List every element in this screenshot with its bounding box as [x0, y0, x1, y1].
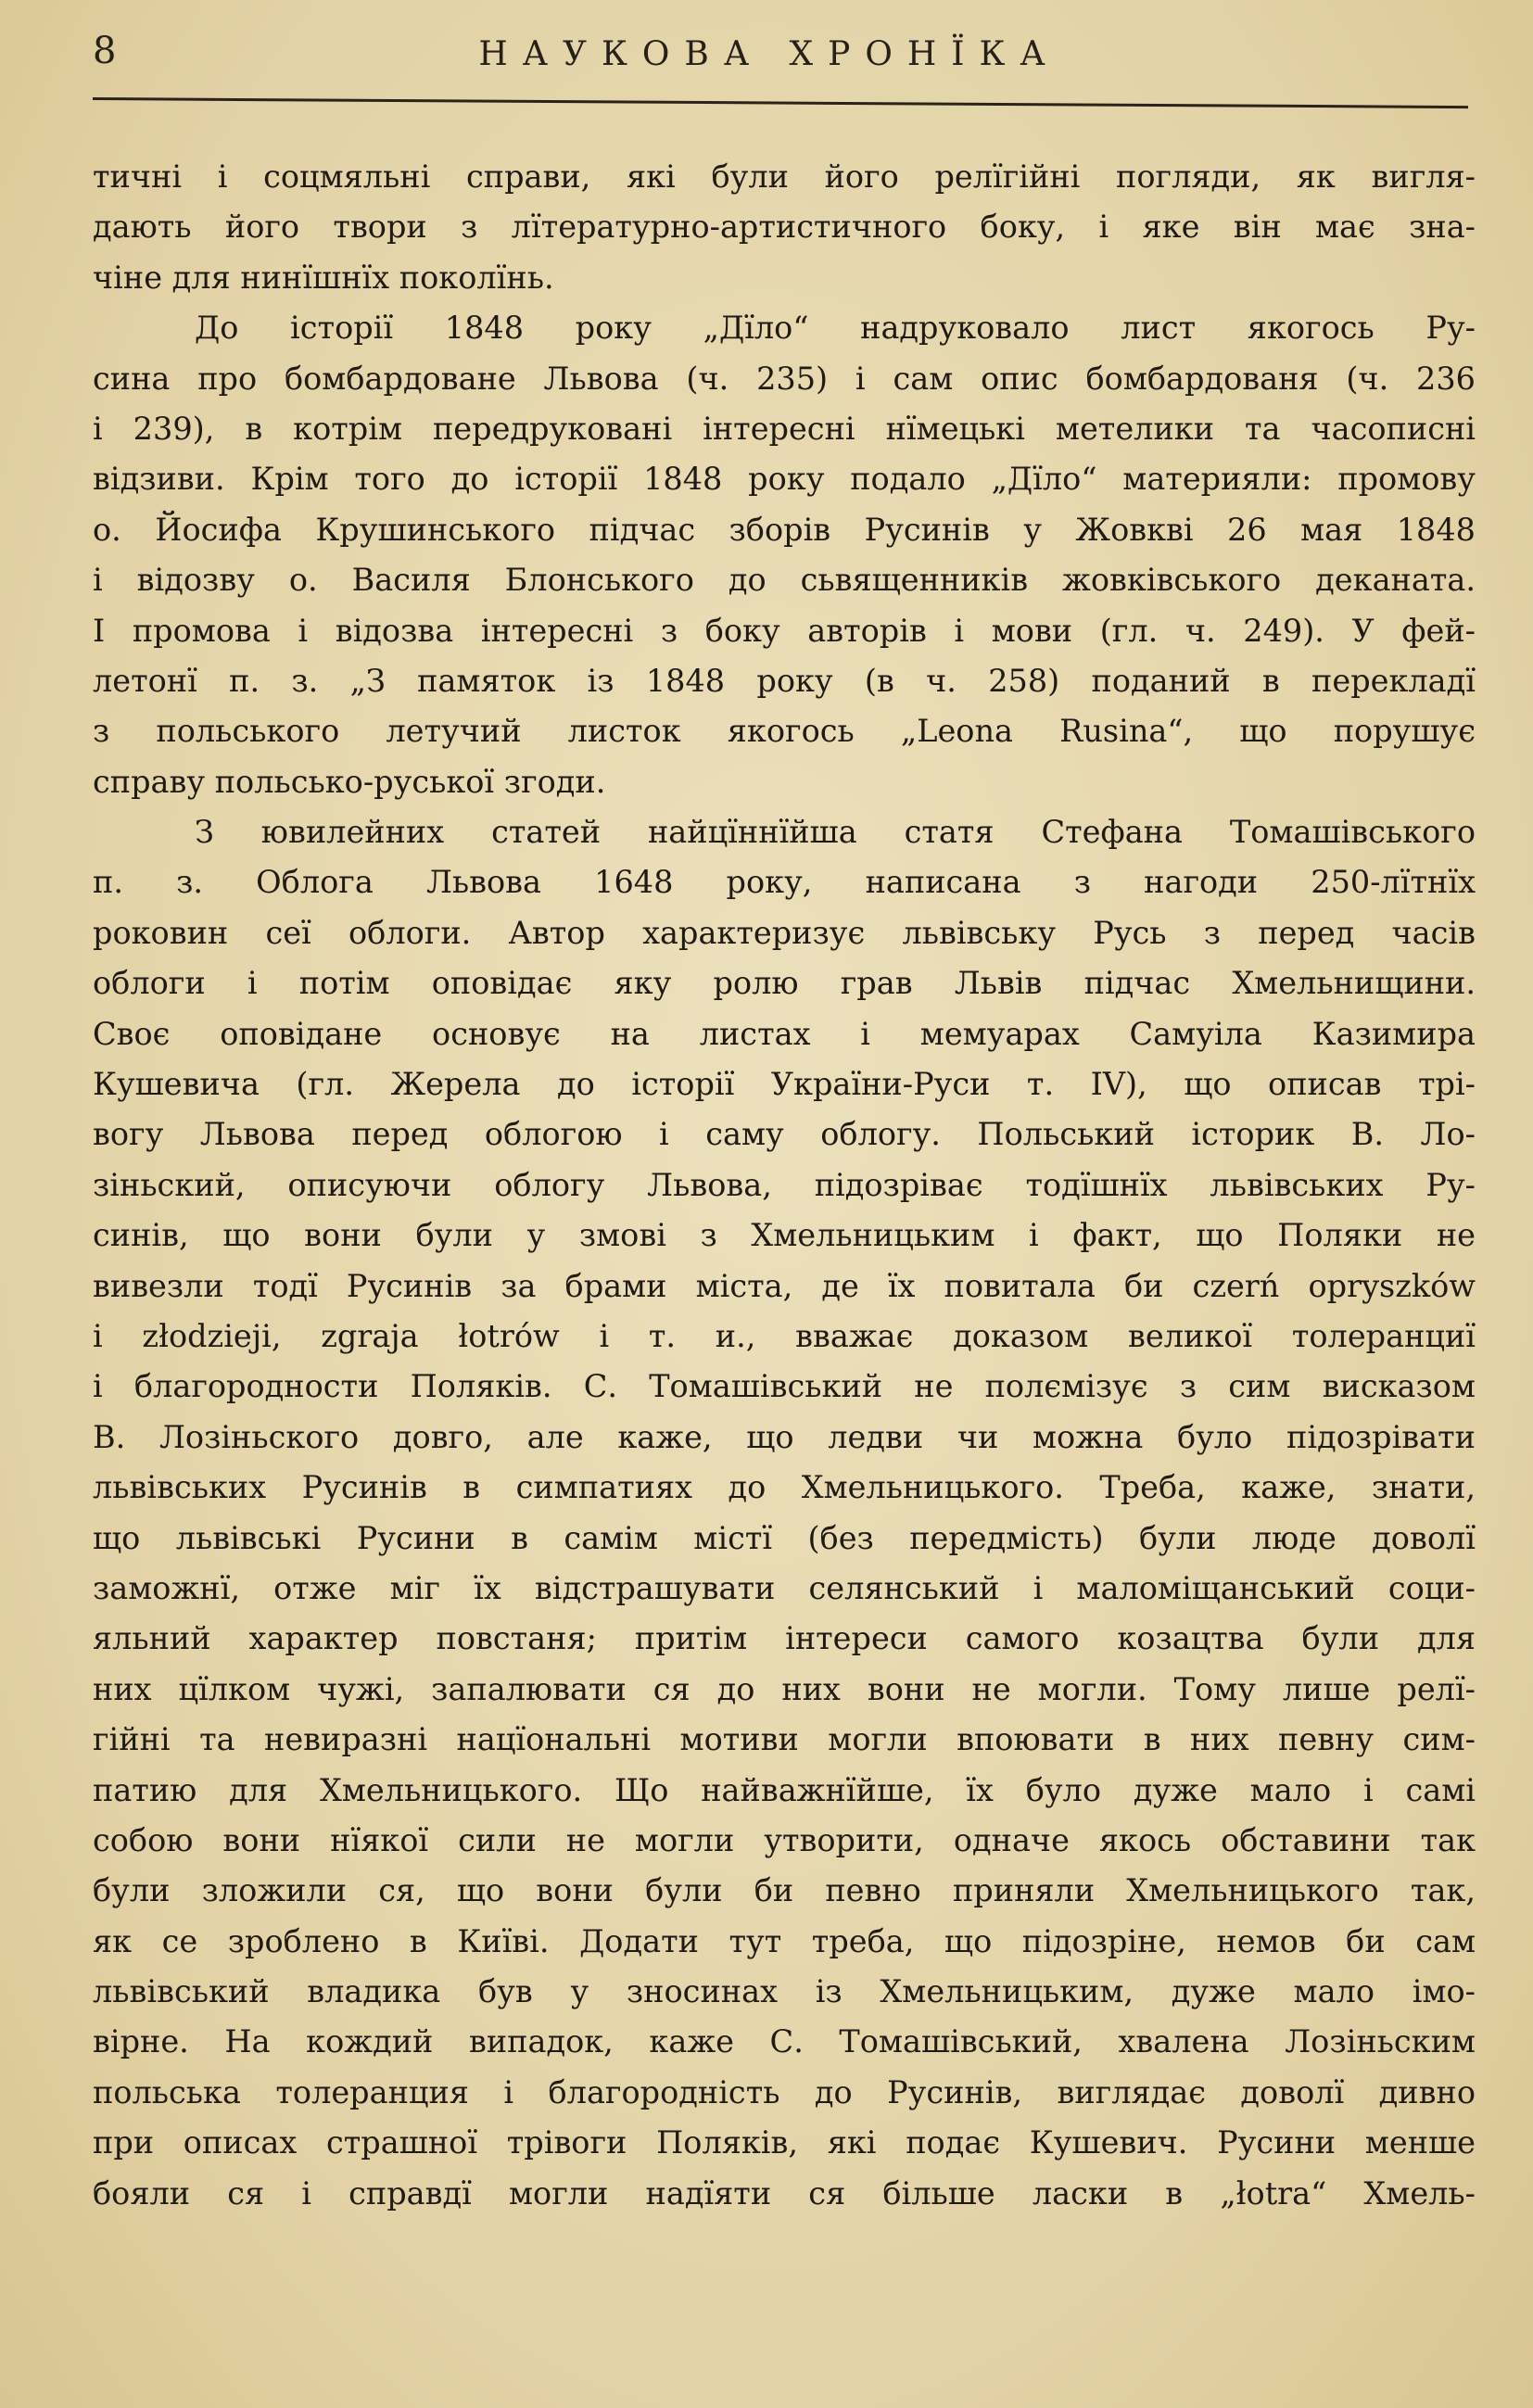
- text-line: і відозву о. Василя Блонського до сьвященників жовківського деканата.: [93, 562, 1476, 599]
- text-line: тичні і соцмяльні справи, які були його релїгійні погляди, як вигля-: [93, 158, 1476, 195]
- text-line: зіньский, описуючи облогу Львова, підозріває тодїшнїх львівських Ру-: [93, 1166, 1476, 1203]
- text-line: облоги і потім оповідає яку ролю грав Львів підчас Хмельнищини.: [93, 965, 1476, 1002]
- text-line: як се зроблено в Київі. Додати тут треба, що підозріне, немов би сам: [93, 1922, 1476, 1959]
- text-line: них цїлком чужі, запалювати ся до них вони не могли. Тому лише релї-: [93, 1670, 1476, 1707]
- text-line: заможнї, отже міг їх відстрашувати селянський і маломіщанський соци-: [93, 1569, 1476, 1606]
- text-line: були зложили ся, що вони були би певно приняли Хмельницького так,: [93, 1872, 1476, 1909]
- text-line: В. Лозіньского довго, але каже, що ледви чи можна було підозрівати: [93, 1418, 1476, 1455]
- text-line: вивезли тодї Русинів за брами міста, де їх повитала би czerń opryszków: [93, 1267, 1476, 1304]
- text-line: роковин сеї облоги. Автор характеризує львівську Русь з перед часів: [93, 914, 1476, 951]
- text-line: собою вони нїякої сили не могли утворити, одначе якось обставини так: [93, 1821, 1476, 1858]
- text-line: вірне. На кождий випадок, каже С. Томашівський, хвалена Лозіньским: [93, 2023, 1476, 2060]
- text-line: при описах страшної трівоги Поляків, які подає Кушевич. Русини менше: [93, 2124, 1476, 2161]
- text-line: з польського летучий листок якогось „Leona Rusina“, що порушує: [93, 713, 1476, 750]
- text-line: вогу Львова перед облогою і саму облогу. Польський історик В. Ло-: [93, 1116, 1476, 1153]
- text-line: яльний характер повстаня; притім інтереси самого козацтва були для: [93, 1620, 1476, 1657]
- text-line: польська толеранция і благородність до Русинів, виглядає доволї дивно: [93, 2073, 1476, 2110]
- text-line: летонї п. з. „З памяток із 1848 року (в ч. 258) поданий в перекладї: [93, 662, 1476, 699]
- page-header: [93, 26, 1446, 82]
- text-line: о. Йосифа Крушинського підчас зборів Русинів у Жовкві 26 мая 1848: [93, 511, 1476, 548]
- text-line: i złodziejі, zgraja łotrów і т. и., вважає доказом великої толеранциї: [93, 1317, 1476, 1354]
- text-line: дають його твори з лїтературно-артистичного боку, і яке він має зна-: [93, 209, 1476, 246]
- text-line: львівських Русинів в симпатиях до Хмельницького. Треба, каже, знати,: [93, 1469, 1476, 1506]
- text-line: З ювилейних статей найцїннїйша статя Стефана Томашівського: [195, 814, 1476, 851]
- text-line: і 239), в котрім передруковані інтересні нїмецькі метелики та часописні: [93, 410, 1476, 447]
- text-line: Своє оповідане основує на листах і мемуарах Самуіла Казимира: [93, 1015, 1476, 1052]
- text-line: п. з. Облога Львова 1648 року, написана з нагоди 250-лїтнїх: [93, 864, 1476, 901]
- text-line: львівський владика був у зносинах із Хмельницьким, дуже мало імо-: [93, 1973, 1476, 2010]
- running-title: НАУКОВА ХРОНЇКА: [478, 35, 1060, 73]
- body-text: [93, 152, 1476, 2219]
- text-line: До історії 1848 року „Дїло“ надруковало лист якогось Ру-: [195, 310, 1476, 347]
- text-line: справу польсько-руської згоди.: [93, 763, 606, 800]
- text-line: чіне для нинїшнїх поколїнь.: [93, 259, 554, 296]
- text-line: синів, що вони були у змові з Хмельницьким і факт, що Поляки не: [93, 1217, 1476, 1254]
- text-line: що львівські Русини в самім містї (без передмість) були люде доволї: [93, 1519, 1476, 1556]
- page-number: 8: [93, 30, 117, 72]
- text-line: бояли ся і справдї могли надїяти ся більше ласки в „łotra“ Хмель-: [93, 2174, 1476, 2212]
- header-rule: [93, 97, 1468, 108]
- text-line: відзиви. Крім того до історії 1848 року подало „Дїло“ материяли: промову: [93, 461, 1476, 498]
- text-line: і благородности Поляків. С. Томашівський не полємізує з сим висказом: [93, 1368, 1476, 1405]
- text-line: сина про бомбардоване Львова (ч. 235) і сам опис бомбардованя (ч. 236: [93, 360, 1476, 397]
- text-line: патию для Хмельницького. Що найважнїйше, їх було дуже мало і самі: [93, 1771, 1476, 1808]
- text-line: Кушевича (гл. Жерела до історії України-Руси т. IV), що описав трі-: [93, 1066, 1476, 1103]
- text-line: гійні та невиразні нацїональні мотиви могли впоювати в них певну сим-: [93, 1721, 1476, 1758]
- text-line: І промова і відозва інтересні з боку авторів і мови (гл. ч. 249). У фей-: [93, 612, 1476, 649]
